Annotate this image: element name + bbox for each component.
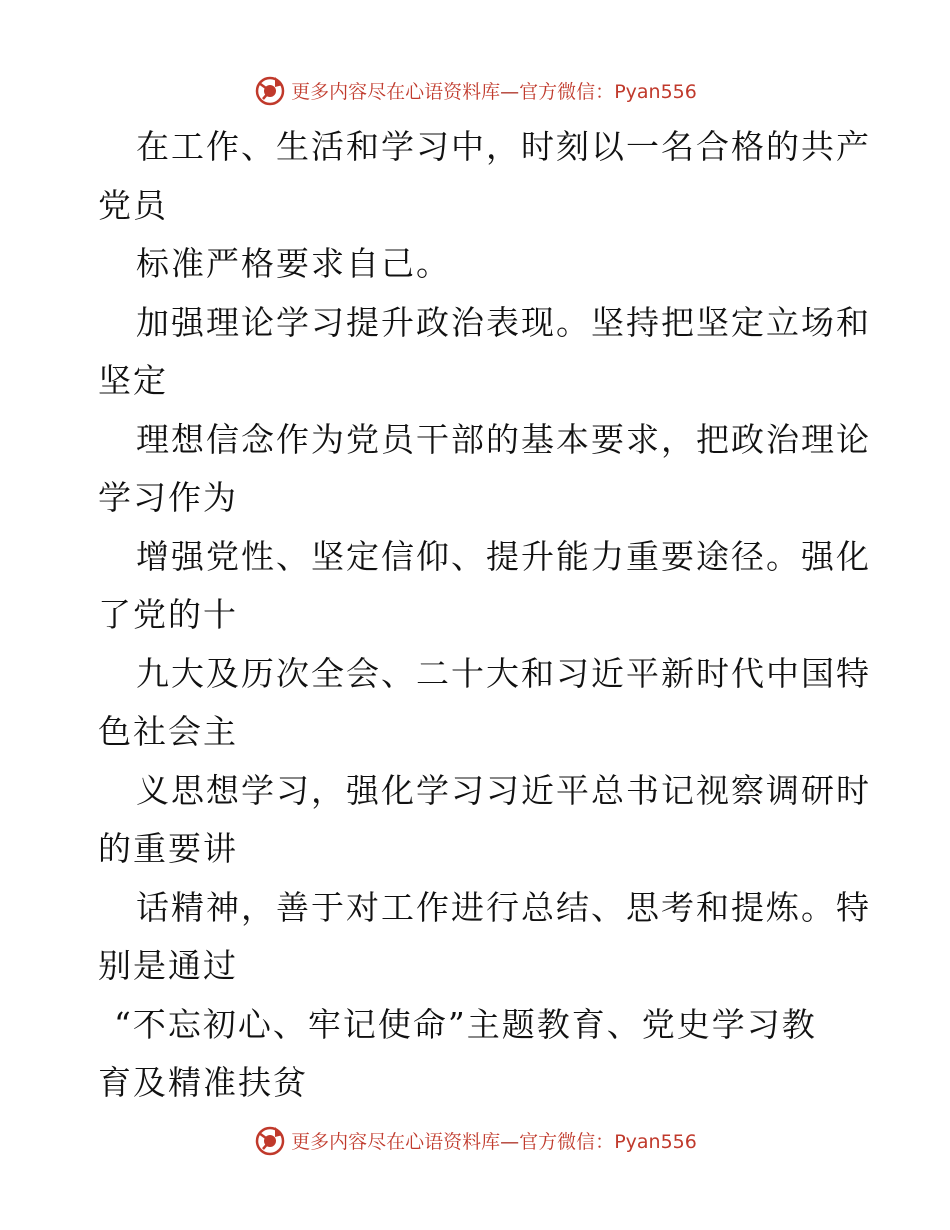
banner-text: 更多内容尽在心语资料库 xyxy=(291,1130,501,1153)
banner-separator: — xyxy=(500,1130,520,1153)
banner-text: 更多内容尽在心语资料库 xyxy=(291,80,501,103)
body-line: “不忘初心、牢记使命”主题教育、党史学习教 xyxy=(114,1004,817,1044)
body-line: 别是通过 xyxy=(98,946,238,985)
banner-subtext: 官方微信： xyxy=(519,80,615,103)
body-line: 加强理论学习提升政治表现。坚持把坚定立场和 xyxy=(136,302,871,342)
body-line: 九大及历次全会、二十大和习近平新时代中国特 xyxy=(136,653,871,693)
body-line: 党员 xyxy=(98,185,168,225)
body-line: 坚定 xyxy=(98,361,168,400)
body-line: 话精神，善于对工作进行总结、思考和提炼。特 xyxy=(136,887,871,927)
banner-account: Pyan556 xyxy=(614,80,697,103)
body-line: 理想信念作为党员干部的基本要求，把政治理论 xyxy=(136,419,871,459)
banner-title xyxy=(291,77,697,104)
banner-separator: — xyxy=(500,80,520,103)
footer-banner xyxy=(0,1120,950,1160)
body-line: 义思想学习，强化学习习近平总书记视察调研时 xyxy=(136,770,871,810)
header-banner xyxy=(0,70,950,110)
logo-icon xyxy=(253,1123,287,1157)
body-line: 学习作为 xyxy=(98,478,238,517)
banner-account: Pyan556 xyxy=(614,1130,697,1153)
body-line: 育及精准扶贫 xyxy=(98,1063,308,1102)
body-line: 色社会主 xyxy=(98,712,238,751)
body-line: 了党的十 xyxy=(98,595,238,634)
banner-subtext: 官方微信： xyxy=(519,1130,615,1153)
logo-icon xyxy=(253,73,287,107)
body-line: 增强党性、坚定信仰、提升能力重要途径。强化 xyxy=(136,536,871,576)
body-line: 标准严格要求自己。 xyxy=(136,244,451,283)
banner-title xyxy=(291,1127,697,1154)
body-line: 的重要讲 xyxy=(98,829,238,868)
document-body xyxy=(98,118,871,1113)
body-line: 在工作、生活和学习中，时刻以一名合格的共产 xyxy=(136,127,871,166)
